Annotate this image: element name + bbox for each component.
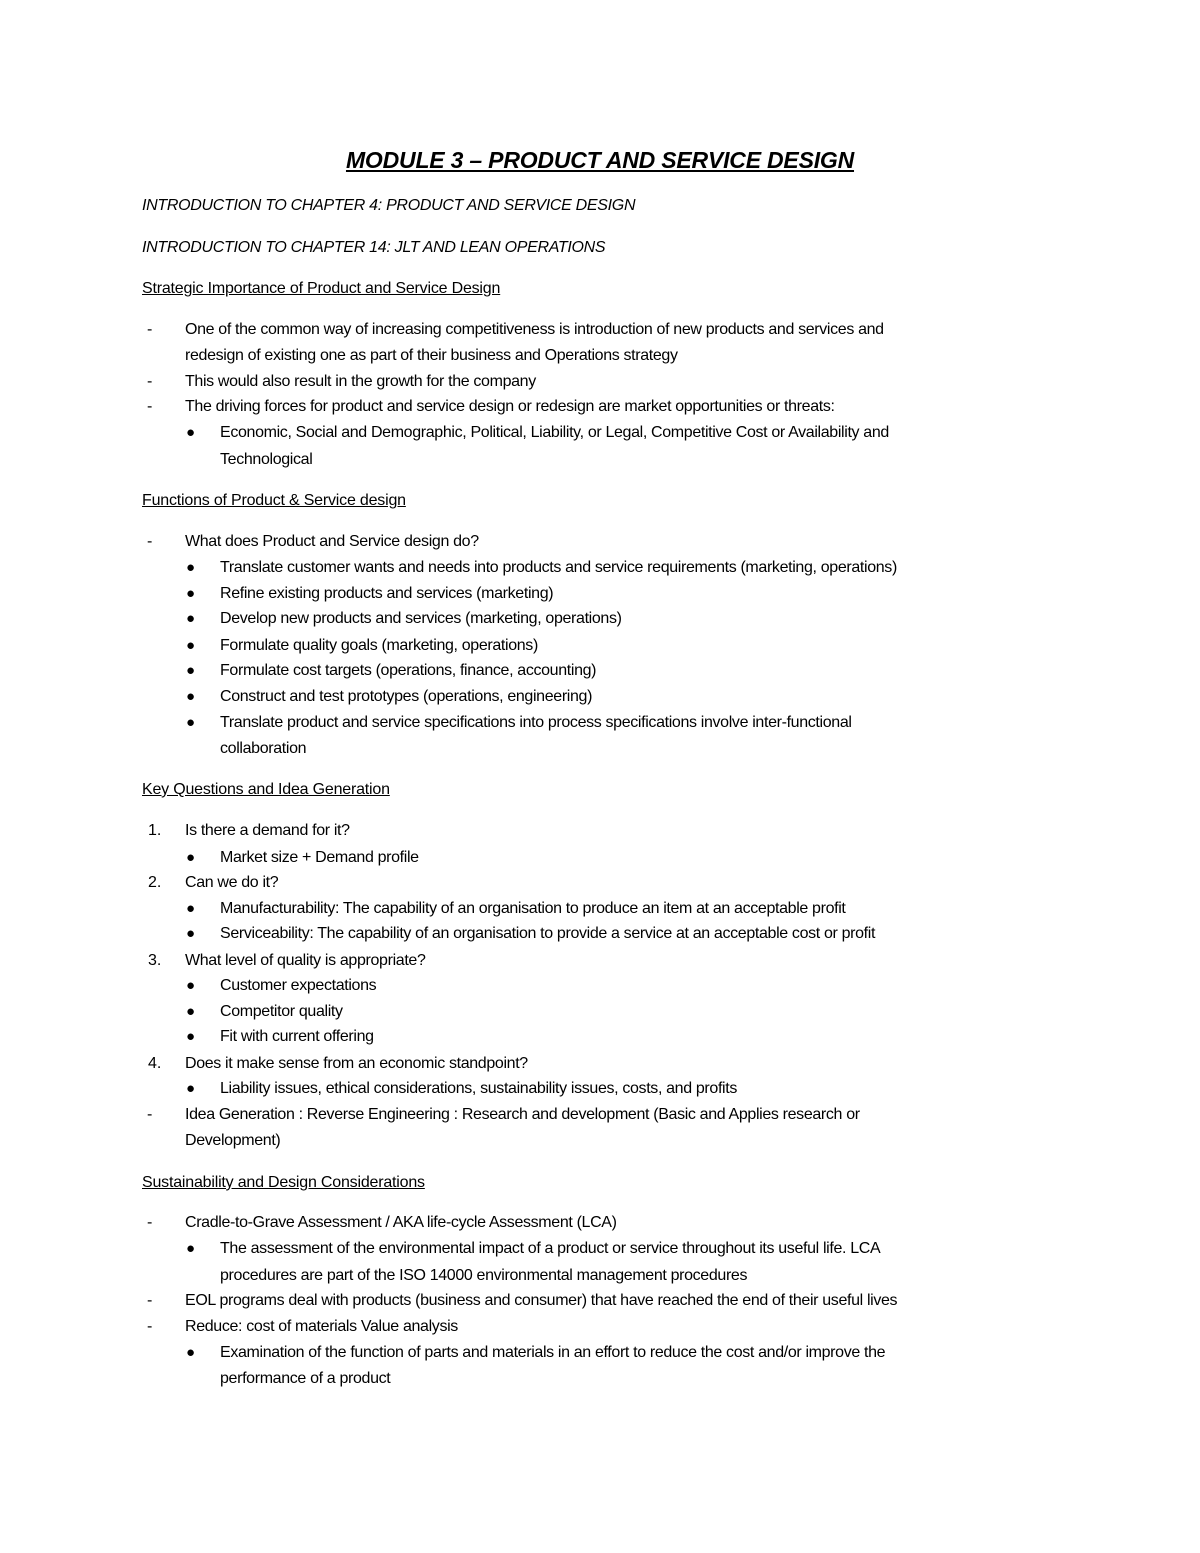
list-item-text: Idea Generation : Reverse Engineering : Research and development (Basic and Applies research or <box>185 1106 860 1123</box>
dash-marker: - <box>147 321 153 338</box>
bullet-icon: ● <box>186 1240 196 1257</box>
question-text: Is there a demand for it? <box>185 822 350 839</box>
list-item-text: Reduce: cost of materials Value analysis <box>185 1318 458 1335</box>
bullet-item-text: Refine existing products and services (marketing) <box>220 585 554 602</box>
bullet-item-text: Liability issues, ethical considerations, sustainability issues, costs, and profits <box>220 1080 737 1097</box>
bullet-item-text: Construct and test prototypes (operations, engineering) <box>220 688 593 705</box>
section-heading-sustainability: Sustainability and Design Considerations <box>142 1174 425 1191</box>
bullet-item-text: Translate customer wants and needs into products and service requirements (marketing, operations) <box>220 559 897 576</box>
bullet-icon: ● <box>186 1344 196 1361</box>
bullet-item-text: Examination of the function of parts and materials in an effort to reduce the cost and/or improve the <box>220 1344 886 1361</box>
bullet-icon: ● <box>186 977 196 994</box>
dash-marker: - <box>147 1106 153 1123</box>
list-item-text: redesign of existing one as part of their business and Operations strategy <box>185 347 678 364</box>
bullet-item-text: collaboration <box>220 740 307 757</box>
bullet-item-text: Market size + Demand profile <box>220 849 419 866</box>
bullet-item-text: Economic, Social and Demographic, Political, Liability, or Legal, Competitive Cost or Availability and <box>220 424 889 441</box>
bullet-icon: ● <box>186 1003 196 1020</box>
dash-marker: - <box>147 1318 153 1335</box>
section-heading-key-questions: Key Questions and Idea Generation <box>142 781 390 798</box>
list-item-text: Cradle-to-Grave Assessment / AKA life-cycle Assessment (LCA) <box>185 1214 617 1231</box>
question-text: Does it make sense from an economic standpoint? <box>185 1055 528 1072</box>
bullet-icon: ● <box>186 637 196 654</box>
intro-chapter-4: INTRODUCTION TO CHAPTER 4: PRODUCT AND SERVICE DESIGN <box>142 197 636 214</box>
list-item-text: One of the common way of increasing competitiveness is introduction of new products and services and <box>185 321 884 338</box>
bullet-icon: ● <box>186 610 196 627</box>
bullet-item-text: Competitor quality <box>220 1003 343 1020</box>
bullet-item-text: Customer expectations <box>220 977 377 994</box>
dash-marker: - <box>147 1292 153 1309</box>
section-heading-functions: Functions of Product & Service design <box>142 492 406 509</box>
dash-marker: - <box>147 1214 153 1231</box>
document-title: MODULE 3 – PRODUCT AND SERVICE DESIGN <box>345 147 855 173</box>
bullet-icon: ● <box>186 849 196 866</box>
bullet-item-text: Technological <box>220 451 313 468</box>
list-number: 3. <box>148 952 162 969</box>
list-number: 2. <box>148 874 162 891</box>
list-item-text: This would also result in the growth for the company <box>185 373 536 390</box>
list-item-text: The driving forces for product and service design or redesign are market opportunities or threats: <box>185 398 835 415</box>
bullet-item-text: Develop new products and services (marketing, operations) <box>220 610 622 627</box>
list-item-text: What does Product and Service design do? <box>185 533 479 550</box>
bullet-item-text: Fit with current offering <box>220 1028 374 1045</box>
list-item-text: Development) <box>185 1132 281 1149</box>
bullet-icon: ● <box>186 900 196 917</box>
section-heading-strategic-importance: Strategic Importance of Product and Service Design <box>142 280 501 297</box>
bullet-icon: ● <box>186 424 196 441</box>
bullet-item-text: Serviceability: The capability of an organisation to provide a service at an acceptable cost or profit <box>220 925 876 942</box>
list-number: 4. <box>148 1055 162 1072</box>
bullet-icon: ● <box>186 688 196 705</box>
bullet-icon: ● <box>186 559 196 576</box>
dash-marker: - <box>147 398 153 415</box>
list-number: 1. <box>148 822 162 839</box>
question-text: Can we do it? <box>185 874 279 891</box>
bullet-icon: ● <box>186 925 196 942</box>
bullet-item-text: Formulate quality goals (marketing, operations) <box>220 637 538 654</box>
bullet-icon: ● <box>186 662 196 679</box>
bullet-item-text: The assessment of the environmental impact of a product or service throughout its useful life. LCA <box>220 1240 881 1257</box>
list-item-text: EOL programs deal with products (business and consumer) that have reached the end of their useful lives <box>185 1292 898 1309</box>
bullet-item-text: procedures are part of the ISO 14000 environmental management procedures <box>220 1267 748 1284</box>
bullet-icon: ● <box>186 585 196 602</box>
bullet-item-text: Translate product and service specifications into process specifications involve inter-functional <box>220 714 852 731</box>
bullet-icon: ● <box>186 1080 196 1097</box>
dash-marker: - <box>147 373 153 390</box>
intro-chapter-14: INTRODUCTION TO CHAPTER 14: JLT AND LEAN OPERATIONS <box>142 239 606 256</box>
bullet-icon: ● <box>186 714 196 731</box>
bullet-item-text: performance of a product <box>220 1370 391 1387</box>
bullet-item-text: Formulate cost targets (operations, finance, accounting) <box>220 662 597 679</box>
dash-marker: - <box>147 533 153 550</box>
bullet-icon: ● <box>186 1028 196 1045</box>
bullet-item-text: Manufacturability: The capability of an organisation to produce an item at an acceptable profit <box>220 900 846 917</box>
question-text: What level of quality is appropriate? <box>185 952 426 969</box>
